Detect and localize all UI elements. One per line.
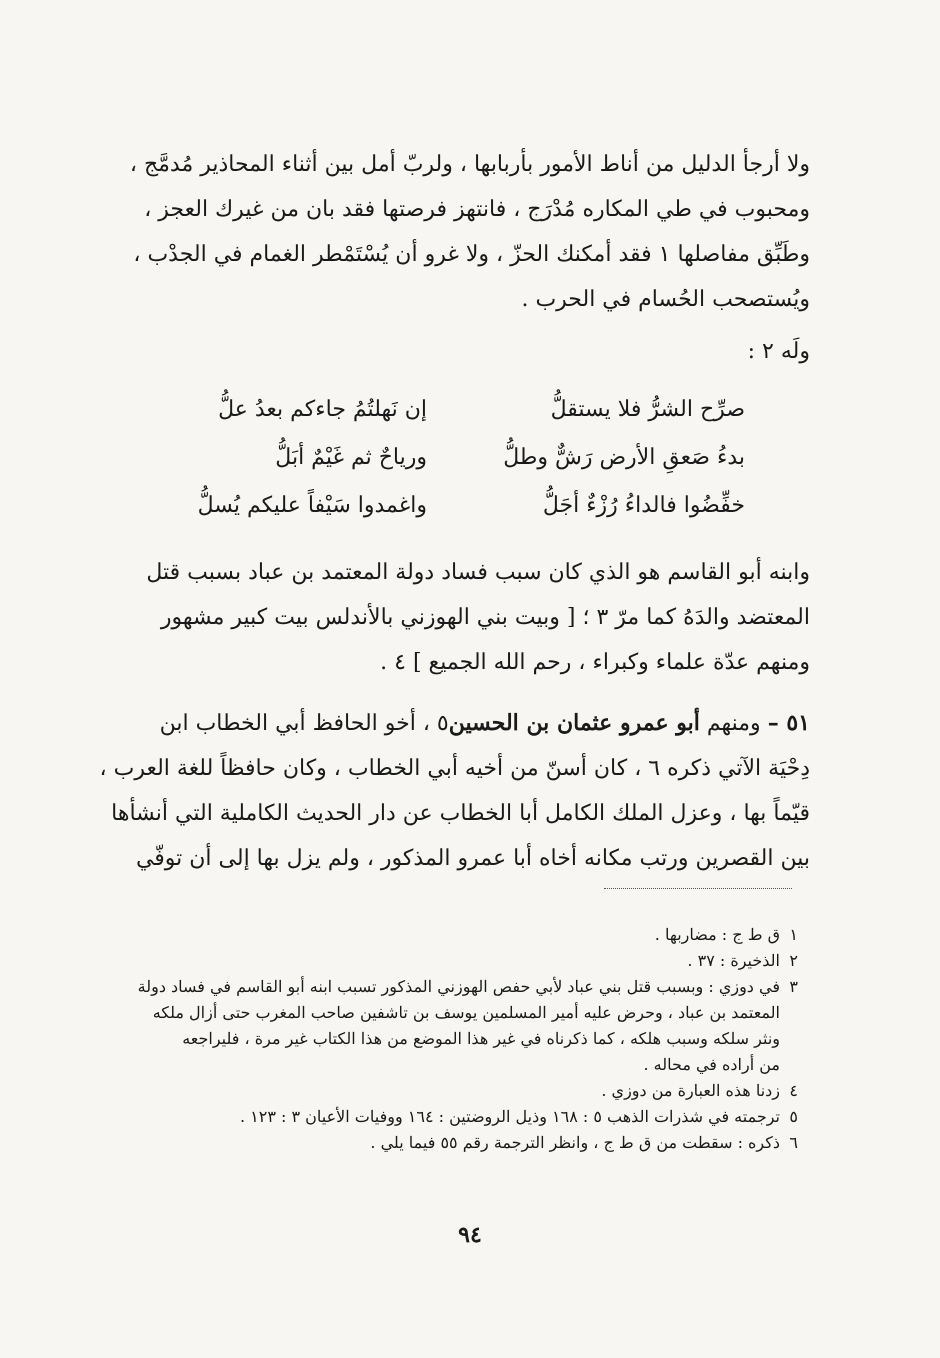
text-line: بين القصرين ورتب مكانه أخاه أبا عمرو المذكور ، ولم يزل بها إلى أن توفّي (135, 846, 810, 871)
poem-intro: ولَه ٢ : (747, 339, 810, 364)
entry-number: ٥١ – (767, 710, 810, 736)
poem-verse (92, 434, 810, 482)
verse-second-half: واغمدوا سَيْفاً عليكم يُسلُّ (197, 493, 427, 518)
footnote-text: ونثر سلكه وسبب هلكه ، كما ذكرناه في غير هذا الموضع من هذا الكتاب غير مرة ، فليراجعه (182, 1029, 780, 1048)
poem (92, 386, 810, 530)
footnote (92, 922, 798, 948)
text-line: ولا أرجأ الدليل من أناط الأمور بأربابها ، ولربّ أمل بين أثناء المحاذير مُدمَّج ، (129, 152, 810, 177)
entry-51 (92, 701, 810, 881)
poem-verse (92, 482, 810, 530)
entry-heading-line (92, 701, 810, 746)
text-line: المعتضد والدَهُ كما مرّ ٣ ؛ [ وبيت بني الهوزني بالأندلس بيت كبير مشهور (160, 605, 810, 630)
footnote-number: ١ (789, 925, 798, 944)
verse-first-half: خفِّضُوا فالداءُ رُزْءٌ أجَلُّ (542, 493, 745, 518)
main-text (92, 142, 810, 881)
footnote-text: من أراده في محاله . (643, 1055, 780, 1074)
paragraph-1 (92, 142, 810, 322)
text-line: ومحبوب في طي المكاره مُدْرَج ، فانتهز فرصتها فقد بان من غيرك العجز ، (144, 197, 810, 222)
footnote-number: ٤ (789, 1081, 798, 1100)
paragraph-2 (92, 550, 810, 685)
entry-name: أبو عمرو عثمان بن الحسين (448, 710, 700, 736)
poem-verse (92, 386, 810, 434)
footnote (92, 1130, 798, 1156)
verse-first-half: صرِّح الشرُّ فلا يستقلُّ (550, 397, 745, 422)
text-line: ويُستصحب الحُسام في الحرب . (521, 287, 810, 312)
footnote (92, 948, 798, 974)
text-line: وطَبِّق مفاصلها ١ فقد أمكنك الحزّ ، ولا غرو أن يُسْتَمْطر الغمام في الجدْب ، (133, 242, 810, 267)
text-line: قيّماً بها ، وعزل الملك الكامل أبا الخطاب عن دار الحديث الكاملية التي أنشأها (111, 801, 810, 826)
footnote-number: ٣ (789, 977, 798, 996)
footnote-text: ذكره : سقطت من ق ط ج ، وانظر الترجمة رقم ٥٥ فيما يلي . (370, 1133, 780, 1152)
footnote-text: ق ط ج : مضاربها . (654, 925, 780, 944)
footnote-text: زدنا هذه العبارة من دوزي . (601, 1081, 780, 1100)
footnote-divider (604, 888, 792, 889)
entry-line1-rest: ٥ ، أخو الحافظ أبي الخطاب ابن (159, 711, 449, 736)
page-number: ٩٤ (458, 1222, 482, 1248)
footnote (92, 1104, 798, 1130)
footnote-text: في دوزي : وبسبب قتل بني عباد لأبي حفص الهوزني المذكور تسبب ابنه أبو القاسم في فساد دولة (137, 977, 780, 996)
footnote-number: ٢ (789, 951, 798, 970)
footnote-text: الذخيرة : ٣٧ . (687, 951, 780, 970)
verse-first-half: بدءُ صَعقِ الأرض رَشٌّ وطلُّ (503, 445, 745, 470)
footnotes (92, 922, 798, 1156)
footnote-number: ٦ (789, 1133, 798, 1152)
footnote (92, 974, 798, 1078)
text-line: وابنه أبو القاسم هو الذي كان سبب فساد دولة المعتمد بن عباد بسبب قتل (146, 560, 810, 585)
footnote (92, 1078, 798, 1104)
footnote-number: ٥ (789, 1107, 798, 1126)
entry-lead: ومنهم (706, 711, 761, 736)
verse-second-half: إن نَهلتُمُ جاءكم بعدُ علُّ (218, 397, 427, 422)
verse-second-half: ورياحٌ ثم غَيْمٌ أبَلُّ (275, 445, 427, 470)
text-line: دِحْيَة الآتي ذكره ٦ ، كان أسنّ من أخيه أبي الخطاب ، وكان حافظاً للغة العرب ، (99, 756, 810, 781)
text-line: ومنهم عدّة علماء وكبراء ، رحم الله الجميع ] ٤ . (380, 650, 810, 675)
footnote-text: ترجمته في شذرات الذهب ٥ : ١٦٨ وذيل الروضتين : ١٦٤ ووفيات الأعيان ٣ : ١٢٣ . (239, 1107, 780, 1126)
footnote-text: المعتمد بن عباد ، وحرض عليه أمير المسلمين يوسف بن تاشفين صاحب المغرب حتى أزال ملكه (152, 1003, 780, 1022)
